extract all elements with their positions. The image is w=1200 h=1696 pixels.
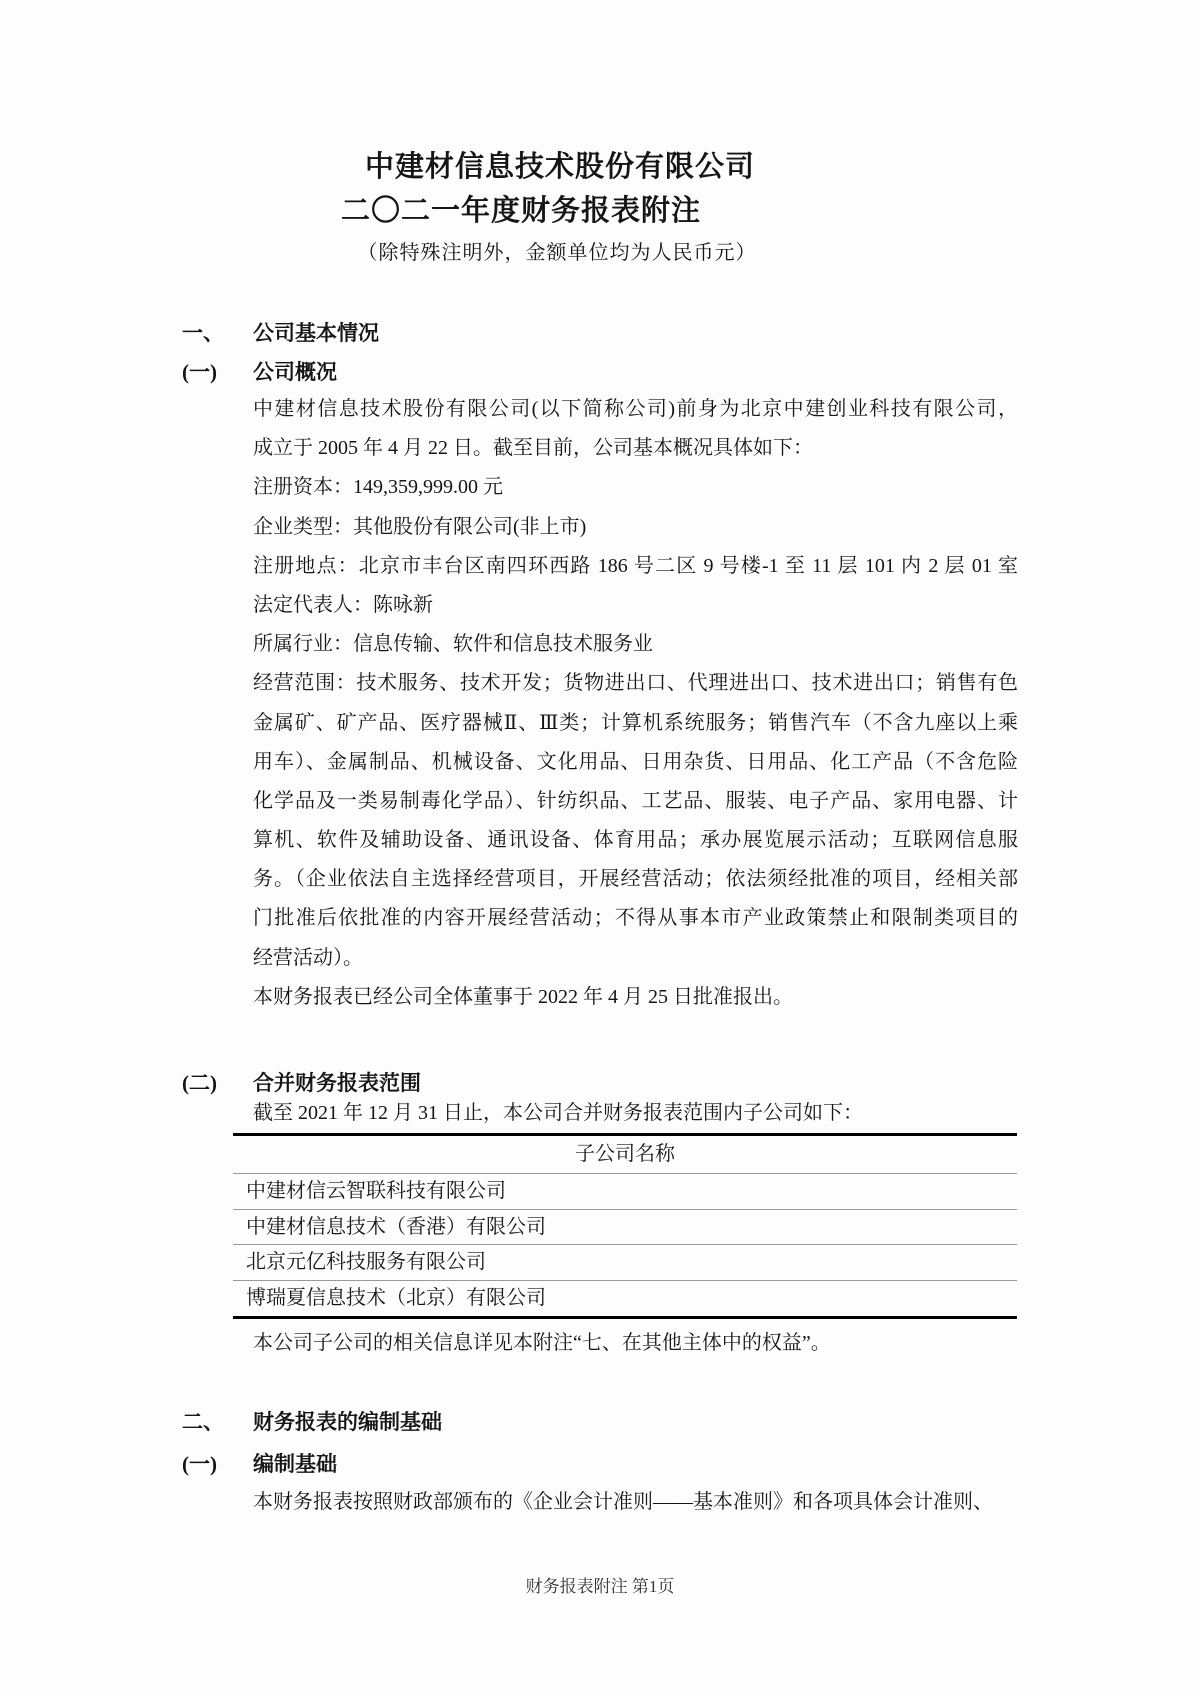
table-row-subsidiary: 中建材信云智联科技有限公司 xyxy=(233,1174,1017,1210)
company-overview-paragraph xyxy=(253,390,1018,1017)
basis-paragraph-line: 本财务报表按照财政部颁布的《企业会计准则——基本准则》和各项具体会计准则、 xyxy=(253,1491,993,1513)
paragraph-line: 注册资本：149,359,999.00 元 xyxy=(253,476,503,499)
subsection-title: 编制基础 xyxy=(253,1452,337,1476)
paragraph-line: 经营活动）。 xyxy=(253,946,363,969)
paragraph-line: 企业类型：其他股份有限公司(非上市) xyxy=(253,515,587,538)
subsection-title: 合并财务报表范围 xyxy=(253,1071,421,1095)
subsection-number: (二) xyxy=(182,1071,217,1095)
subsection-number: (一) xyxy=(182,360,217,384)
section-title: 公司基本情况 xyxy=(253,321,379,345)
table-row-subsidiary: 中建材信息技术（香港）有限公司 xyxy=(233,1210,1017,1246)
paragraph-line: 成立于 2005 年 4 月 22 日。截至目前，公司基本概况具体如下： xyxy=(253,437,813,460)
paragraph-line: 务。（企业依法自主选择经营项目，开展经营活动；依法须经批准的项目，经相关部 xyxy=(253,868,1018,891)
paragraph-line: 法定代表人：陈咏新 xyxy=(253,593,433,616)
paragraph-line: 中建材信息技术股份有限公司(以下简称公司)前身为北京中建创业科技有限公司， xyxy=(253,398,1018,420)
paragraph-line: 门批准后依批准的内容开展经营活动；不得从事本市产业政策禁止和限制类项目的 xyxy=(253,907,1018,930)
section-heading-company-basics xyxy=(182,317,1018,347)
subsidiaries-table-body xyxy=(233,1174,1017,1316)
currency-unit-note: （除特殊注明外，金额单位均为人民币元） xyxy=(357,242,757,264)
table-header-subsidiary-name: 子公司名称 xyxy=(233,1136,1017,1174)
paragraph-line: 注册地点：北京市丰台区南四环西路 186 号二区 9 号楼-1 至 11 层 101 内 2 层 01 室 xyxy=(253,554,1018,577)
paragraph-line: 所属行业：信息传输、软件和信息技术服务业 xyxy=(253,633,653,656)
section-heading-preparation-basis xyxy=(182,1406,1018,1436)
paragraph-line: 化学品及一类易制毒化学品）、针纺织品、工艺品、服装、电子产品、家用电器、计 xyxy=(253,789,1018,812)
table-row-subsidiary: 博瑞夏信息技术（北京）有限公司 xyxy=(246,1286,546,1309)
page-footer: 财务报表附注 第1页 xyxy=(525,1577,675,1596)
paragraph-line: 算机、软件及辅助设备、通讯设备、体育用品；承办展览展示活动；互联网信息服 xyxy=(253,829,1018,852)
section-number: 一、 xyxy=(182,321,224,345)
subsection-heading-consolidation-scope xyxy=(182,1067,1018,1097)
paragraph-line: 经营范围：技术服务、技术开发；货物进出口、代理进出口、技术进出口；销售有色 xyxy=(253,672,1018,695)
document-title: 中建材信息技术股份有限公司 xyxy=(364,151,756,183)
paragraph-line: 用车）、金属制品、机械设备、文化用品、日用杂货、日用品、化工产品（不含危险 xyxy=(253,750,1018,773)
paragraph-line: 本财务报表已经公司全体董事于 2022 年 4 月 25 日批准报出。 xyxy=(253,985,793,1008)
subsidiaries-note: 本公司子公司的相关信息详见本附注“七、在其他主体中的权益”。 xyxy=(253,1332,831,1354)
subsection-heading-basis xyxy=(182,1448,1018,1478)
section-title: 财务报表的编制基础 xyxy=(253,1410,442,1434)
table-row-subsidiary: 北京元亿科技服务有限公司 xyxy=(233,1245,1017,1281)
consolidation-scope-intro: 截至 2021 年 12 月 31 日止，本公司合并财务报表范围内子公司如下： xyxy=(253,1102,863,1124)
subsection-heading-company-overview xyxy=(182,356,1018,386)
document-subtitle-year: 二〇二一年度财务报表附注 xyxy=(340,195,702,227)
subsection-title: 公司概况 xyxy=(253,360,337,384)
subsection-number: (一) xyxy=(182,1452,217,1476)
paragraph-line: 金属矿、矿产品、医疗器械Ⅱ、Ⅲ类；计算机系统服务；销售汽车（不含九座以上乘 xyxy=(253,711,1018,734)
subsidiaries-table xyxy=(233,1133,1017,1319)
section-number: 二、 xyxy=(182,1410,224,1434)
